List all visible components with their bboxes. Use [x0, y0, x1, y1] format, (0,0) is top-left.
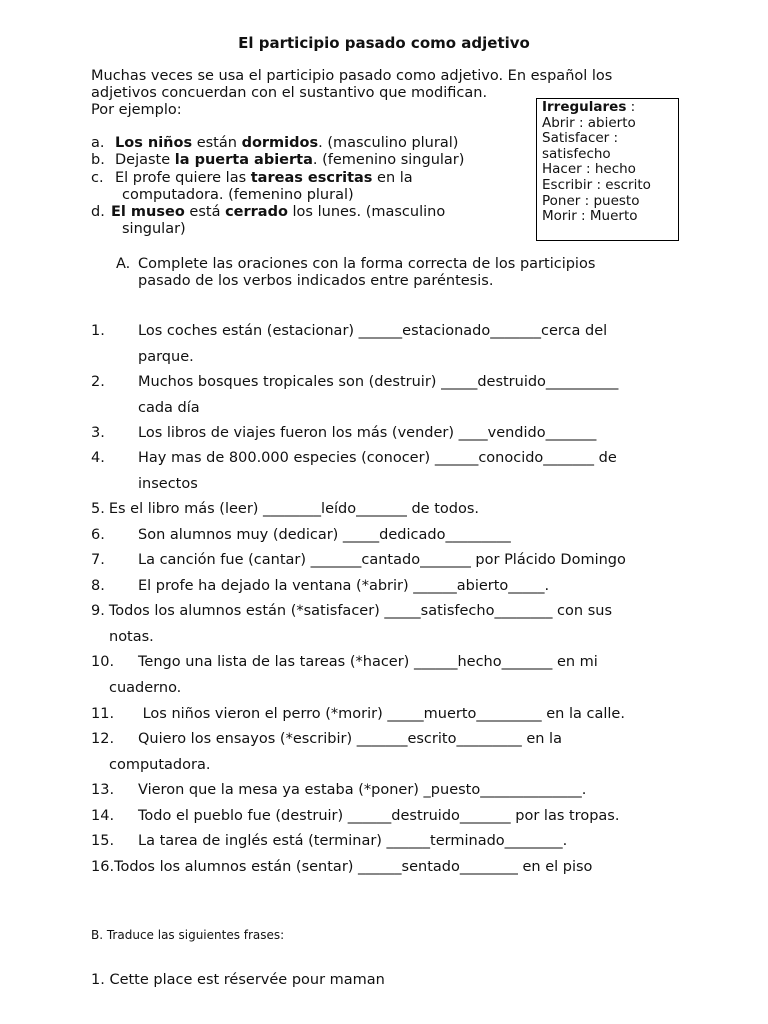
item-text-line2: notas.: [109, 628, 154, 645]
example-bold: cerrado: [225, 204, 288, 220]
example-text: los lunes. (masculino: [287, 204, 446, 220]
example-text: en la: [372, 170, 413, 186]
item-number: 13.: [91, 782, 115, 798]
item-number: 3.: [91, 425, 105, 441]
item-text: La canción fue (cantar) _______cantado_______ por Plácido Domingo: [138, 552, 626, 568]
item-text-line2: computadora.: [109, 756, 211, 773]
item-text: Todo el pueblo fue (destruir) ______destruido_______ por las tropas.: [138, 808, 620, 824]
section-b-heading: B. Traduce las siguientes frases:: [91, 928, 285, 942]
irregulares-box: [536, 98, 679, 241]
item-text: El profe ha dejado la ventana (*abrir) ______abierto_____.: [138, 578, 550, 594]
example-d-line2: singular): [122, 221, 186, 237]
exercise-item: [91, 855, 592, 881]
example-marker: a.: [91, 135, 105, 151]
example-d: [91, 204, 445, 221]
exercise-item: [91, 650, 598, 701]
irregular-line: satisfecho: [542, 145, 611, 162]
irregular-line: Abrir : abierto: [542, 114, 636, 131]
page-title: El participio pasado como adjetivo: [238, 34, 530, 52]
item-number: 14.: [91, 808, 115, 824]
item-text: Todos los alumnos están (sentar) ______sentado________ en el piso: [114, 859, 593, 875]
example-text: están: [192, 135, 242, 151]
exercise-item: [91, 702, 625, 728]
item-number: 11.: [91, 706, 115, 722]
example-marker: b.: [91, 152, 105, 168]
exercise-item: [91, 804, 619, 830]
instruction-line: pasado de los verbos indicados entre paréntesis.: [138, 273, 494, 289]
example-bold: dormidos: [241, 135, 319, 151]
exercise-item: [91, 370, 618, 421]
instruction-line: Complete las oraciones con la forma correcta de los participios: [138, 256, 596, 272]
example-bold: El museo: [111, 204, 185, 220]
intro-line: Muchas veces se usa el participio pasado como adjetivo. En español los: [91, 68, 613, 84]
item-text: Los libros de viajes fueron los más (vender) ____vendido_______: [138, 425, 597, 441]
exercise-item: [91, 778, 586, 804]
irregular-line: Morir : Muerto: [542, 208, 638, 225]
example-marker: d.: [91, 204, 105, 220]
item-text-line2: cada día: [138, 399, 200, 416]
exercise-item: [91, 446, 617, 497]
example-bold: Los niños: [115, 135, 193, 151]
item-number: 6.: [91, 527, 105, 543]
exercise-item: [91, 548, 626, 574]
exercise-item: [91, 319, 607, 370]
item-text: Muchos bosques tropicales son (destruir) _____destruido__________: [138, 374, 619, 390]
example-text: El profe quiere las: [115, 170, 251, 186]
item-text: La tarea de inglés está (terminar) ______terminado________.: [138, 833, 568, 849]
example-marker: c.: [91, 170, 104, 186]
intro-line: Por ejemplo:: [91, 102, 182, 118]
section-marker: A.: [116, 256, 131, 272]
irregular-line: Hacer : hecho: [542, 161, 636, 178]
exercise-item: [91, 599, 612, 650]
item-number: 4.: [91, 450, 105, 466]
item-number: 1.: [91, 972, 105, 988]
item-text-line2: cuaderno.: [109, 679, 182, 696]
item-text: Vieron que la mesa ya estaba (*poner) _puesto______________.: [138, 782, 587, 798]
item-text: Cette place est réservée pour maman: [109, 972, 385, 988]
item-number: 1.: [91, 323, 105, 339]
irregular-line: Satisfacer :: [542, 130, 619, 147]
example-a: [91, 135, 458, 152]
exercise-item: [91, 727, 562, 778]
exercise-item: [91, 574, 549, 600]
irregular-line: Poner : puesto: [542, 192, 640, 209]
exercise-item: [91, 421, 596, 447]
item-number: 8.: [91, 578, 105, 594]
irregular-line: Escribir : escrito: [542, 176, 651, 193]
item-text: Los niños vieron el perro (*morir) _____muerto_________ en la calle.: [138, 706, 625, 722]
translation-item: [91, 972, 385, 988]
item-text: Tengo una lista de las tareas (*hacer) ______hecho_______ en mi: [138, 654, 598, 670]
item-text-line2: insectos: [138, 475, 198, 492]
item-number: 9.: [91, 603, 105, 619]
intro-line: adjetivos concuerdan con el sustantivo que modifican.: [91, 85, 488, 101]
example-text: . (femenino singular): [312, 152, 465, 168]
item-number: 12.: [91, 731, 115, 747]
item-number: 5.: [91, 501, 105, 517]
section-a-instructions: [116, 256, 595, 290]
exercise-item: [91, 497, 479, 523]
item-number: 15.: [91, 833, 115, 849]
item-text: Hay mas de 800.000 especies (conocer) ______conocido_______ de: [138, 450, 617, 466]
example-c: [91, 170, 413, 187]
exercise-item: [91, 523, 511, 549]
example-b: [91, 152, 464, 169]
item-text: Los coches están (estacionar) ______estacionado_______cerca del: [138, 323, 608, 339]
item-text: Quiero los ensayos (*escribir) _______escrito_________ en la: [138, 731, 562, 747]
item-text: Son alumnos muy (dedicar) _____dedicado_________: [138, 527, 511, 543]
item-text: Todos los alumnos están (*satisfacer) _____satisfecho________ con sus: [108, 603, 613, 619]
irregulares-heading: Irregulares :: [542, 99, 636, 115]
item-text: Es el libro más (leer) ________leído_______ de todos.: [108, 501, 479, 517]
item-number: 16.: [91, 859, 115, 875]
item-number: 7.: [91, 552, 105, 568]
example-text: . (masculino plural): [318, 135, 459, 151]
example-bold: tareas escritas: [250, 170, 373, 186]
example-text: Dejaste: [115, 152, 175, 168]
item-number: 10.: [91, 654, 115, 670]
example-bold: la puerta abierta: [174, 152, 313, 168]
exercise-item: [91, 829, 567, 855]
item-text-line2: parque.: [138, 348, 194, 365]
item-number: 2.: [91, 374, 105, 390]
example-text: está: [184, 204, 226, 220]
example-c-line2: computadora. (femenino plural): [122, 187, 354, 203]
